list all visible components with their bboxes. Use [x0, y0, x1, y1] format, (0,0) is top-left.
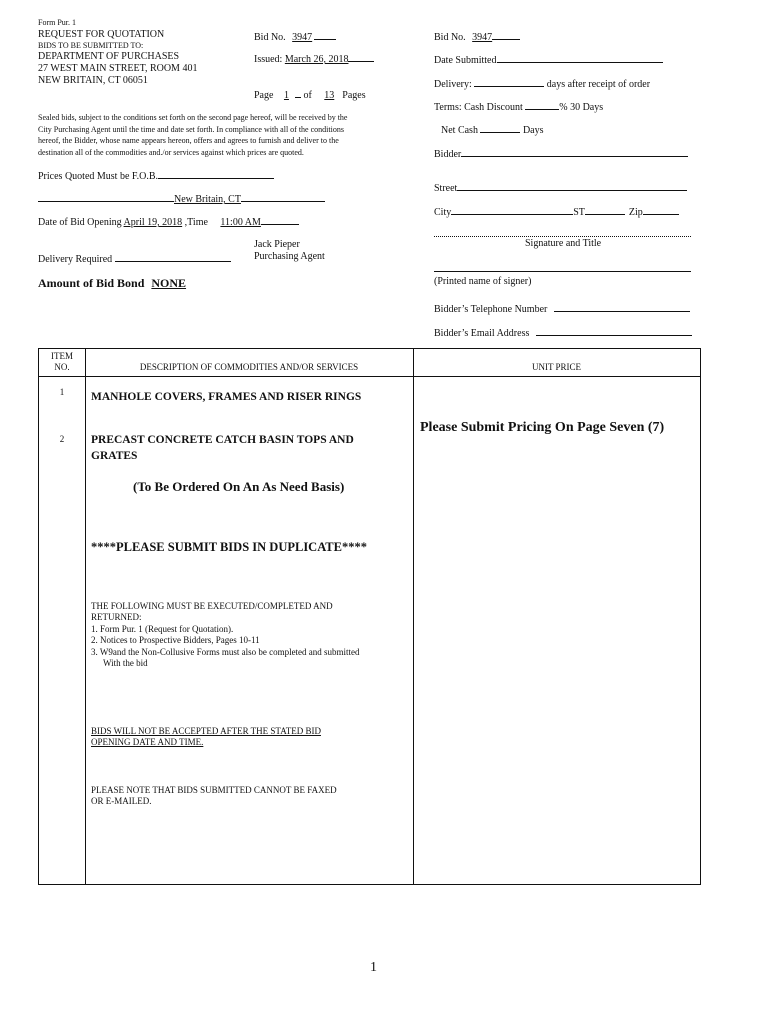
not-accepted-line1: BIDS WILL NOT BE ACCEPTED AFTER THE STATED BID	[91, 726, 321, 736]
bid-bond-value: NONE	[151, 276, 187, 290]
submit-to-label: BIDS TO BE SUBMITTED TO:	[38, 41, 144, 50]
delivery-suffix: days after receipt of order	[546, 79, 651, 90]
department: DEPARTMENT OF PURCHASES	[38, 51, 180, 62]
signature-line[interactable]	[434, 236, 691, 237]
right-bid-label: Bid No.	[434, 32, 466, 43]
item-description: PRECAST CONCRETE CATCH BASIN TOPS AND	[91, 434, 354, 446]
bid-opening-field	[38, 214, 299, 228]
required-item-3-cont: With the bid	[103, 658, 148, 668]
terms-suffix: % 30 Days	[559, 102, 604, 113]
delivery-required-field	[38, 251, 231, 265]
email-field[interactable]	[434, 325, 692, 339]
item-description-cont: GRATES	[91, 450, 138, 462]
city-state-zip-field[interactable]	[434, 204, 679, 218]
telephone-field[interactable]	[434, 301, 690, 315]
sealed-line: hereof, the Bidder, whose name appears hereon, offers and agrees to furnish and deliver to the	[38, 136, 339, 145]
net-cash-label: Net Cash	[441, 125, 478, 136]
opening-label: Date of Bid Opening	[38, 217, 122, 228]
total-pages: 13	[324, 90, 335, 101]
of-label: of	[303, 90, 312, 101]
rfq-title: REQUEST FOR QUOTATION	[38, 29, 165, 40]
city-label: City	[434, 207, 452, 218]
bid-bond-label: Amount of Bid Bond	[38, 276, 145, 290]
issued-label: Issued:	[254, 54, 283, 65]
item-header-2: NO.	[54, 362, 70, 372]
sealed-bids-paragraph	[38, 112, 347, 158]
bid-number-field	[254, 29, 336, 43]
opening-time-label: ,Time	[184, 217, 208, 228]
street-field[interactable]	[434, 180, 687, 194]
as-needed-note: (To Be Ordered On An As Need Basis)	[133, 479, 345, 494]
signature-label: Signature and Title	[525, 238, 602, 249]
terms-label: Terms: Cash Discount	[434, 102, 523, 113]
delivery-label: Delivery:	[434, 79, 472, 90]
pages-label: Pages	[342, 90, 366, 101]
printed-name-label: (Printed name of signer)	[434, 276, 532, 287]
address-line2: NEW BRITAIN, CT 06051	[38, 75, 148, 86]
printed-name-line[interactable]	[434, 271, 691, 272]
zip-label: Zip	[628, 207, 643, 218]
unit-price-header: UNIT PRICE	[531, 362, 582, 372]
email-label: Bidder’s Email Address	[434, 328, 530, 339]
agent-title: Purchasing Agent	[254, 251, 325, 262]
required-item-2: 2. Notices to Prospective Bidders, Pages 10-11	[91, 635, 260, 645]
bid-number: 3947	[292, 32, 313, 43]
description-header: DESCRIPTION OF COMMODITIES AND/OR SERVICES	[139, 362, 359, 372]
net-cash-days: Days	[522, 125, 544, 136]
page-number: 1	[370, 960, 377, 975]
bidder-label: Bidder	[434, 149, 462, 160]
fob-label: Prices Quoted Must be F.O.B.	[38, 171, 159, 182]
net-cash-field[interactable]	[441, 122, 544, 136]
sealed-line: destination all of the commodities and./or services against which prices are quoted.	[38, 147, 304, 157]
right-bid-number-field	[434, 29, 520, 43]
agent-name: Jack Pieper	[254, 239, 300, 250]
must-execute-line1: THE FOLLOWING MUST BE EXECUTED/COMPLETED AND	[91, 601, 333, 611]
page-label: Page	[254, 90, 274, 101]
page-count-field	[254, 87, 366, 101]
sealed-line: Sealed bids, subject to the conditions set forth on the second page hereof, will be received by the	[38, 113, 348, 122]
right-bid-number: 3947	[472, 32, 493, 43]
page-no: 1	[283, 90, 289, 101]
item-header-1: ITEM	[51, 351, 73, 361]
sealed-line: City Purchasing Agent until the time and date set forth. In compliance with all of the conditions	[38, 124, 344, 134]
issued-date: March 26, 2018	[284, 54, 349, 65]
opening-date: April 19, 2018	[123, 217, 183, 228]
street-label: Street	[434, 183, 458, 194]
required-item-3: 3. W9and the Non-Collusive Forms must also be completed and submitted	[91, 647, 360, 657]
no-fax-line1: PLEASE NOTE THAT BIDS SUBMITTED CANNOT BE FAXED	[91, 785, 337, 795]
item-number: 1	[59, 387, 65, 397]
not-accepted-line2: OPENING DATE AND TIME.	[91, 737, 204, 747]
date-submitted-label: Date Submitted	[434, 55, 497, 66]
form-label: Form Pur. 1	[38, 18, 77, 27]
price-note: Please Submit Pricing On Page Seven (7)	[420, 420, 665, 435]
item-description: MANHOLE COVERS, FRAMES AND RISER RINGS	[91, 391, 362, 403]
items-table	[38, 348, 701, 885]
bid-number-label: Bid No.	[254, 32, 286, 43]
terms-field[interactable]	[434, 99, 603, 113]
bidder-field[interactable]	[434, 146, 688, 160]
issued-field	[254, 51, 374, 65]
fob-location: New Britain, CT	[174, 194, 241, 205]
item-number: 2	[59, 434, 65, 444]
bid-bond-field	[38, 276, 186, 291]
required-item-1: 1. Form Pur. 1 (Request for Quotation).	[91, 624, 234, 634]
delivery-days-field[interactable]	[434, 76, 650, 90]
date-submitted-field[interactable]	[434, 52, 663, 66]
address-line1: 27 WEST MAIN STREET, ROOM 401	[38, 63, 198, 74]
opening-time: 11:00 AM	[220, 217, 261, 228]
telephone-label: Bidder’s Telephone Number	[434, 304, 548, 315]
must-execute-line2: RETURNED:	[91, 612, 142, 622]
delivery-required-label: Delivery Required	[38, 254, 113, 265]
fob-label-field	[38, 168, 274, 182]
fob-location-field	[38, 191, 325, 205]
duplicate-note: ****PLEASE SUBMIT BIDS IN DUPLICATE****	[91, 540, 367, 554]
state-label: ST	[573, 207, 585, 218]
no-fax-line2: OR E-MAILED.	[91, 796, 152, 806]
